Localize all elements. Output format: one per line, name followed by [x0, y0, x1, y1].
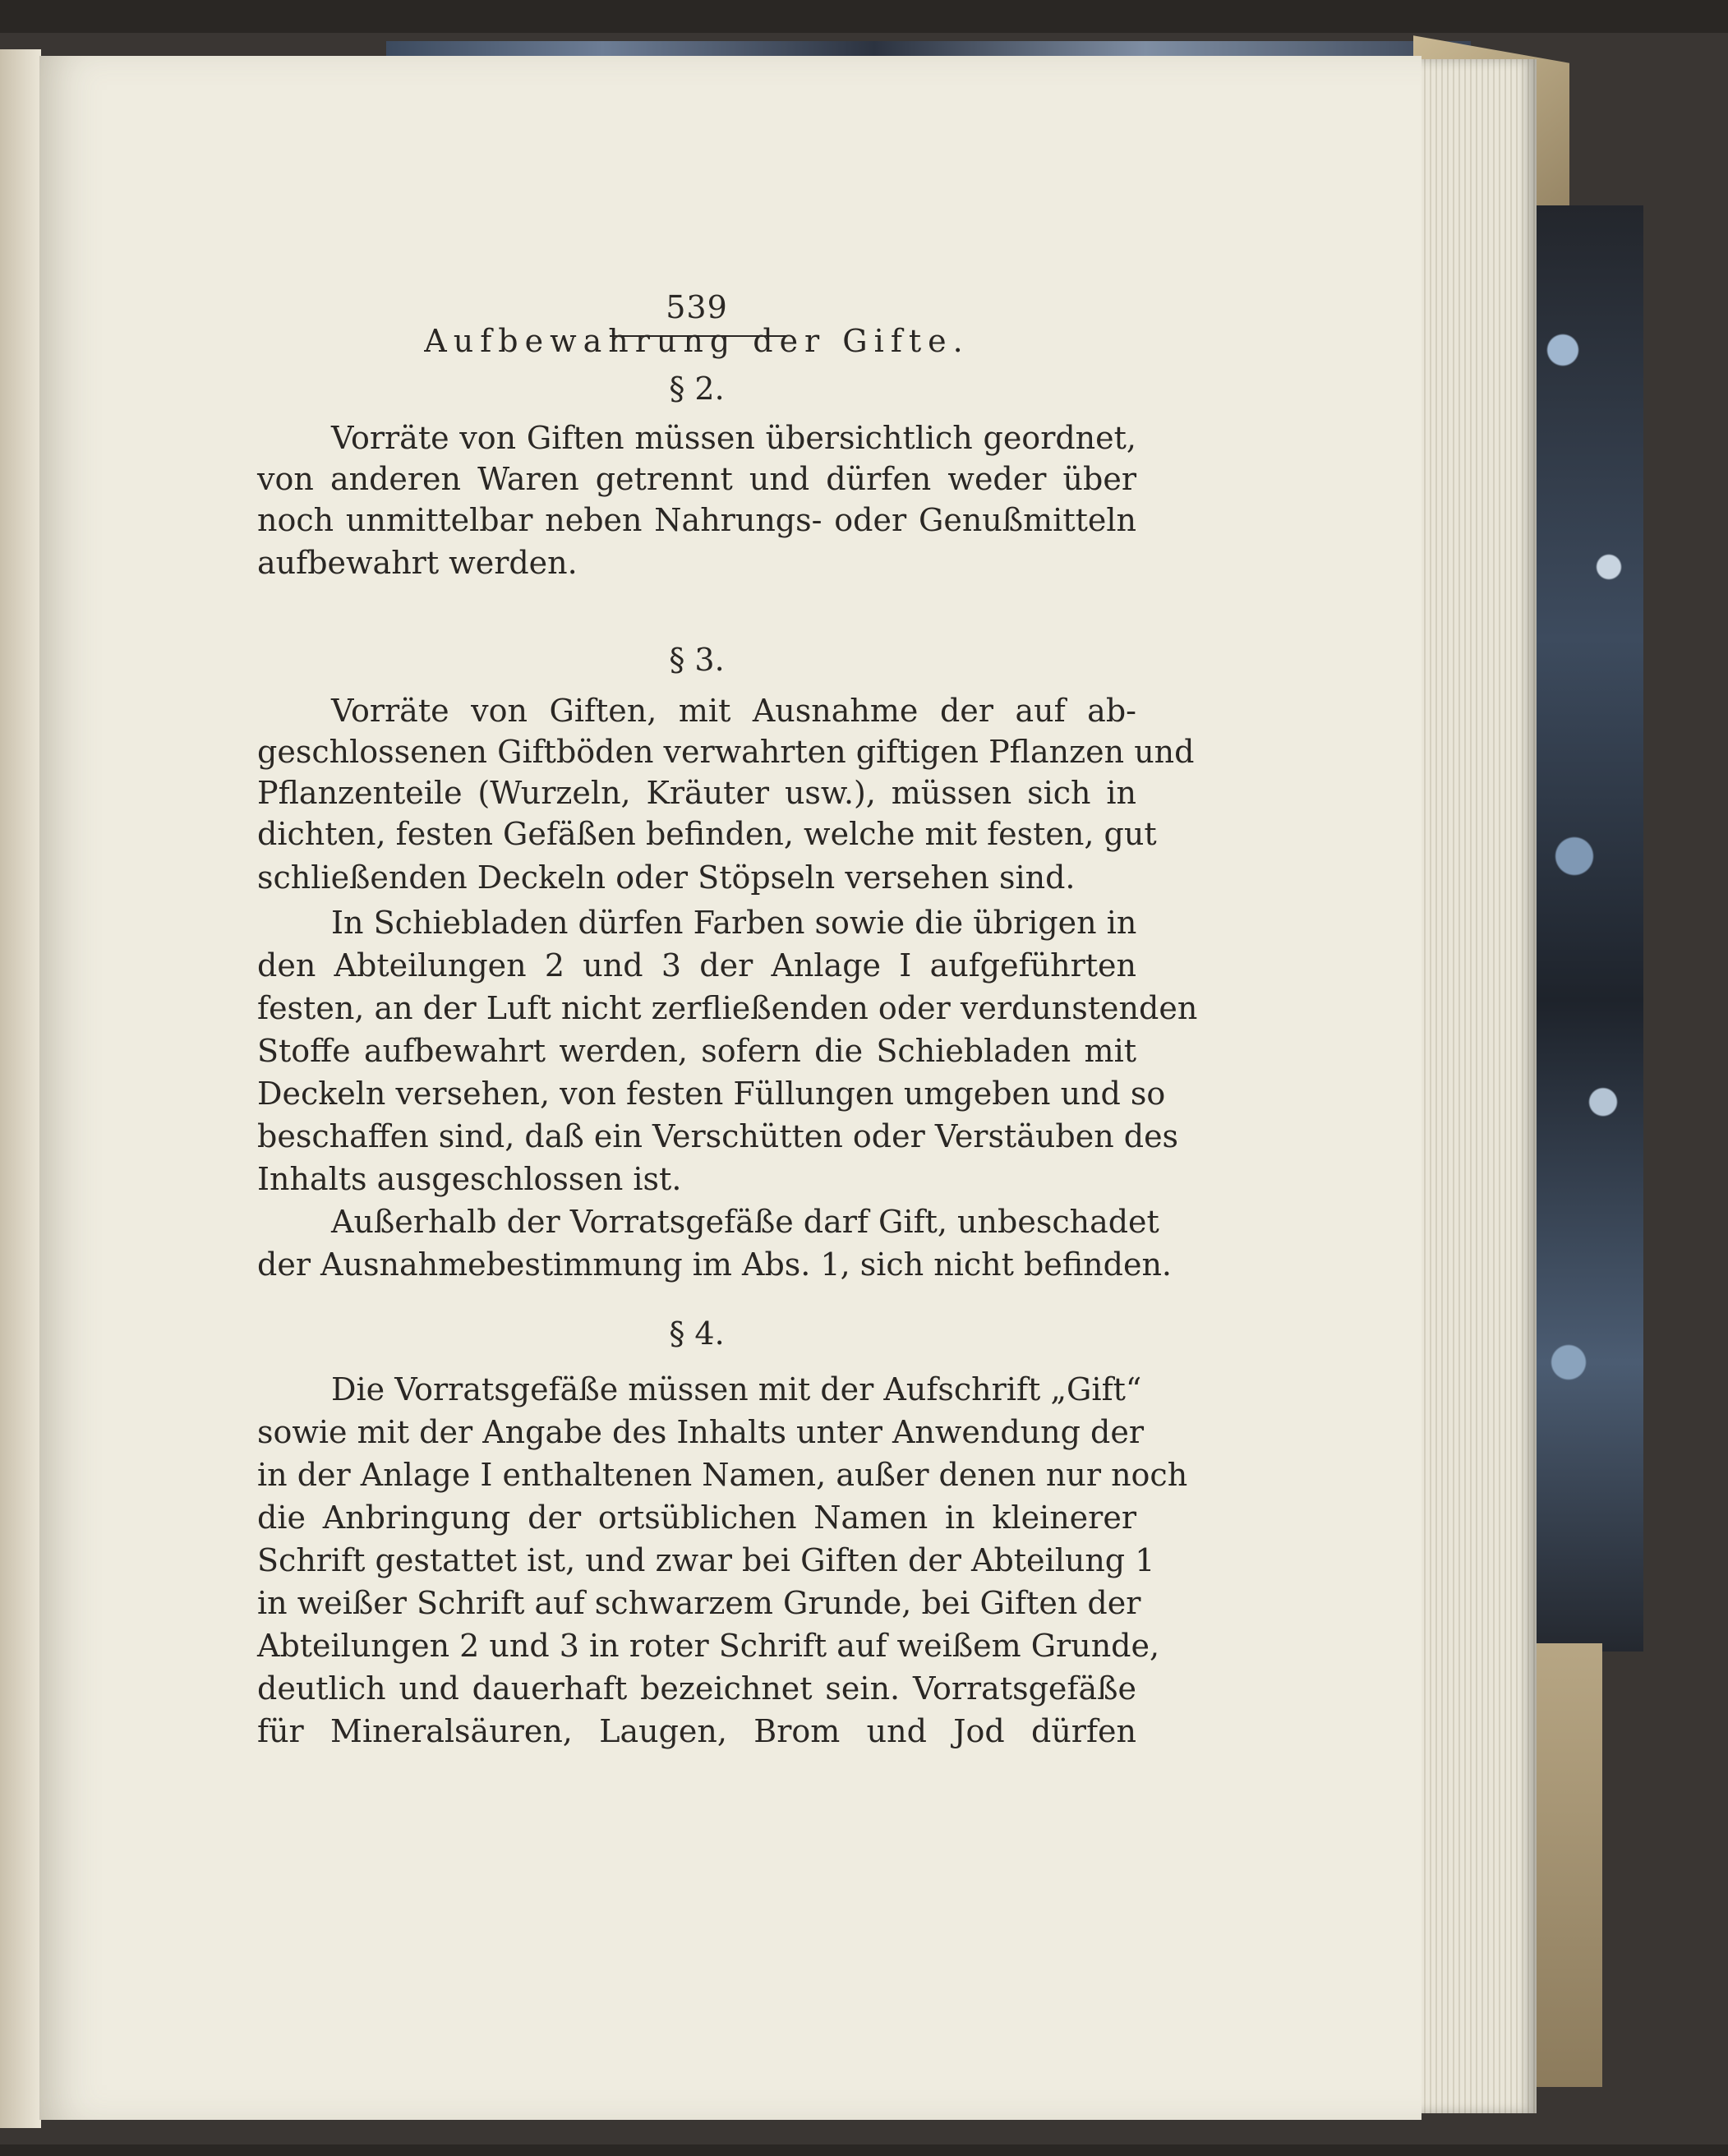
text-line: deutlich und dauerhaft bezeichnet sein. Vorratsgefäße — [257, 1670, 1136, 1707]
text-line: aufbewahrt werden. — [257, 545, 578, 581]
text-line: für Mineralsäuren, Laugen, Brom und Jod dürfen — [257, 1713, 1136, 1749]
text-line: noch unmittelbar neben Nahrungs- oder Genußmitteln — [257, 502, 1136, 538]
paragraph-heading: § 2. — [669, 371, 725, 407]
text-line: Stoffe aufbewahrt werden, sofern die Schiebladen mit — [257, 1033, 1136, 1069]
text-line: in der Anlage I enthaltenen Namen, außer denen nur noch — [257, 1457, 1188, 1493]
text-line: Schrift gestattet ist, und zwar bei Giften der Abteilung 1 — [257, 1542, 1155, 1578]
text-line: Die Vorratsgefäße müssen mit der Aufschrift „Gift“ — [331, 1371, 1142, 1407]
paragraph-heading: § 4. — [669, 1315, 725, 1352]
text-line: Pflanzenteile (Wurzeln, Kräuter usw.), müssen sich in — [257, 775, 1136, 811]
text-line: Außerhalb der Vorratsgefäße darf Gift, unbeschadet — [331, 1204, 1159, 1240]
text-line: schließenden Deckeln oder Stöpseln versehen sind. — [257, 859, 1076, 896]
page-number: 539 — [666, 289, 728, 325]
text-line: beschaffen sind, daß ein Verschütten oder Verstäuben des — [257, 1118, 1179, 1154]
text-line: sowie mit der Angabe des Inhalts unter Anwendung der — [257, 1414, 1145, 1450]
text-line: Abteilungen 2 und 3 in roter Schrift auf weißem Grunde, — [257, 1628, 1160, 1664]
paragraph-heading: § 3. — [669, 642, 725, 678]
text-line: Inhalts ausgeschlossen ist. — [257, 1161, 682, 1197]
text-line: die Anbringung der ortsüblichen Namen in kleinerer — [257, 1500, 1136, 1536]
text-line: In Schiebladen dürfen Farben sowie die übrigen in — [331, 905, 1137, 941]
text-line: in weißer Schrift auf schwarzem Grunde, bei Giften der — [257, 1585, 1141, 1621]
book-page — [39, 56, 1422, 2120]
facing-page-edge — [0, 49, 41, 2128]
text-line: geschlossenen Giftböden verwahrten giftigen Pflanzen und — [257, 734, 1195, 770]
text-line: dichten, festen Gefäßen befinden, welche mit festen, gut — [257, 816, 1157, 852]
text-line: Deckeln versehen, von festen Füllungen umgeben und so — [257, 1076, 1166, 1112]
text-line: der Ausnahmebestimmung im Abs. 1, sich nicht befinden. — [257, 1246, 1173, 1283]
text-line: Vorräte von Giften, mit Ausnahme der auf ab- — [331, 693, 1136, 729]
text-line: von anderen Waren getrennt und dürfen weder über — [257, 461, 1136, 497]
cover-marbled-paper — [1528, 205, 1643, 1652]
text-line: Vorräte von Giften müssen übersichtlich geordnet, — [331, 420, 1136, 456]
section-title: Aufbewahrung der Gifte. — [424, 323, 970, 359]
text-line: festen, an der Luft nicht zerfließenden oder verdunstenden — [257, 990, 1198, 1026]
text-line: den Abteilungen 2 und 3 der Anlage I aufgeführten — [257, 947, 1136, 984]
